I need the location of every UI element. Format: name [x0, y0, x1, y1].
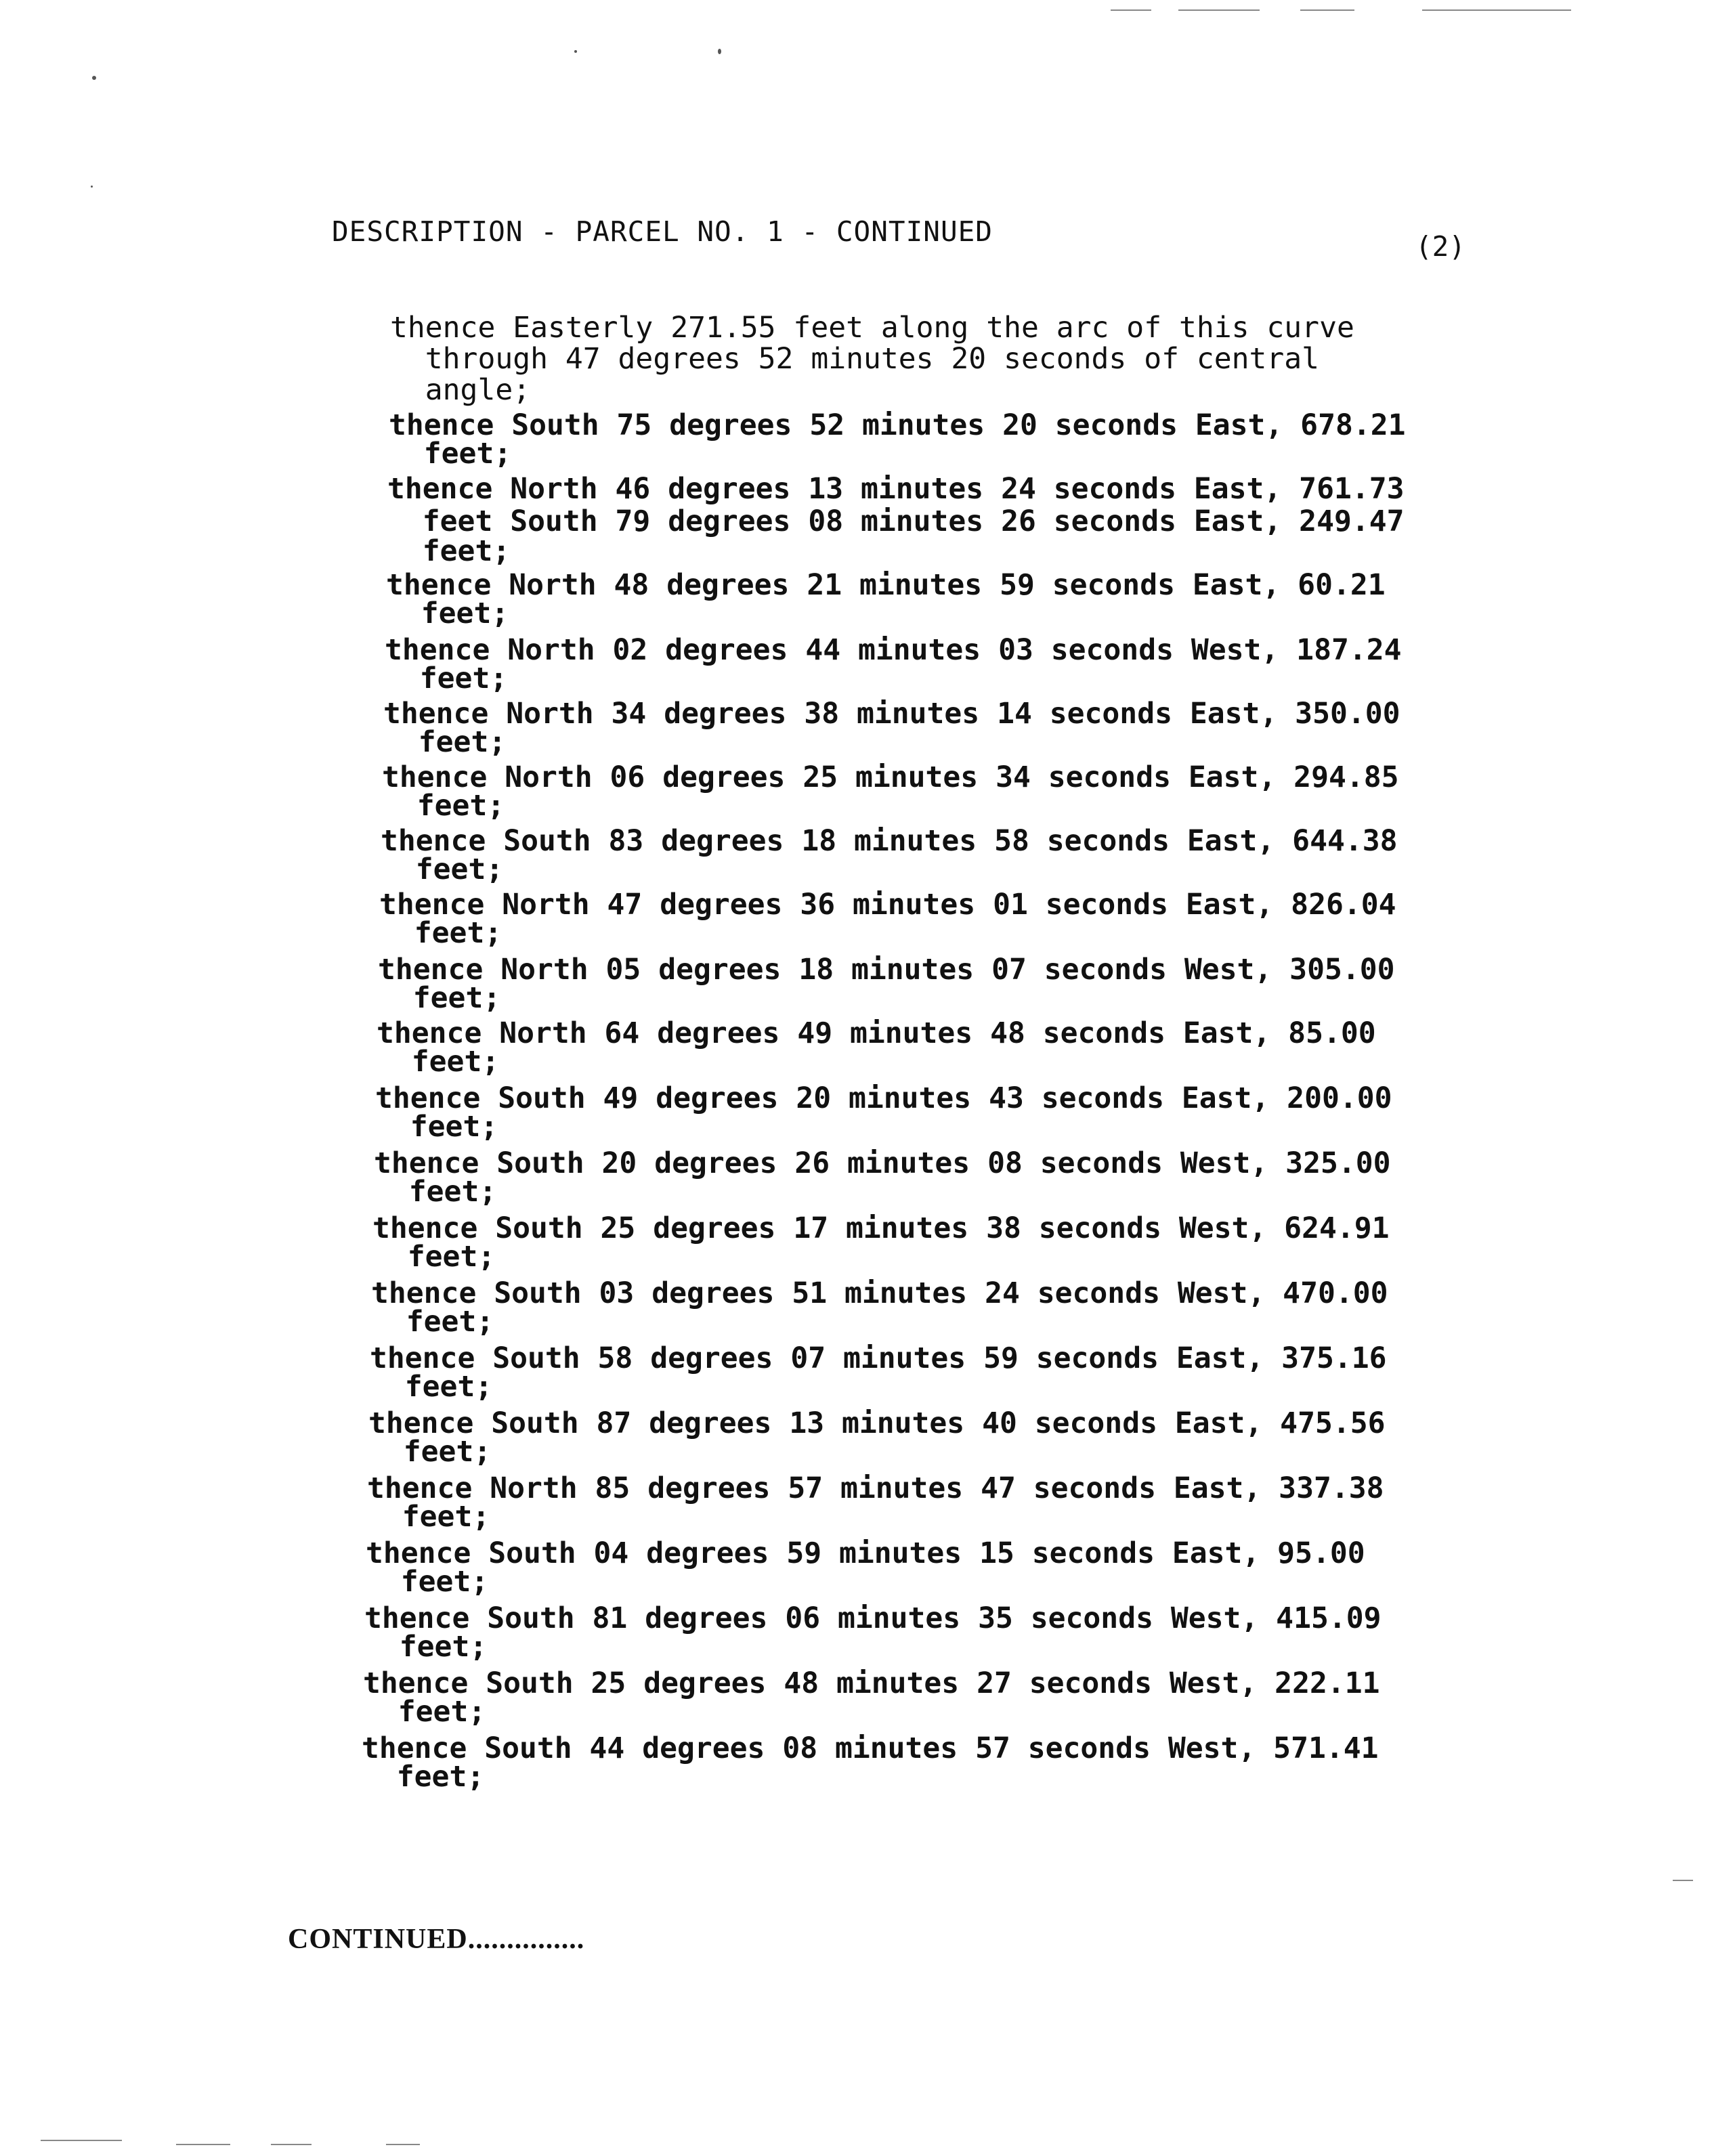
course-line: thence South 20 degrees 26 minutes 08 seconds West, 325.00 — [374, 1146, 1391, 1180]
course-line: feet; — [366, 1565, 489, 1599]
course-line: feet; — [386, 597, 509, 630]
scan-edge-line — [1300, 9, 1354, 11]
page-header-title: DESCRIPTION - PARCEL NO. 1 - CONTINUED — [332, 215, 993, 248]
scan-edge-line — [1111, 9, 1151, 11]
course-line: thence North 46 degrees 13 minutes 24 seconds East, 761.73 — [387, 472, 1405, 506]
scan-edge-line — [1673, 1880, 1693, 1881]
course-line: feet; — [374, 1175, 497, 1209]
scan-edge-line — [386, 2144, 420, 2145]
scan-speck — [92, 76, 96, 80]
course-line: feet; — [385, 662, 508, 695]
course-line: thence North 02 degrees 44 minutes 03 seconds West, 187.24 — [385, 633, 1402, 667]
course-line: feet; — [379, 916, 502, 950]
course-line: thence South 25 degrees 17 minutes 38 seconds West, 624.91 — [372, 1211, 1390, 1245]
course-line: thence South 83 degrees 18 minutes 58 seconds East, 644.38 — [381, 824, 1398, 858]
course-line: feet; — [370, 1370, 493, 1404]
course-line: feet; — [372, 1240, 496, 1274]
course-line: feet; — [381, 853, 504, 886]
course-line: thence North 47 degrees 36 minutes 01 seconds East, 826.04 — [379, 888, 1396, 922]
course-line: feet; — [363, 1695, 486, 1729]
course-line: thence South 58 degrees 07 minutes 59 seconds East, 375.16 — [370, 1341, 1387, 1375]
scan-edge-line — [176, 2144, 230, 2145]
intro-line: through 47 degrees 52 minutes 20 seconds of central — [390, 342, 1320, 376]
scan-speck — [91, 186, 93, 188]
course-line: feet; — [389, 437, 512, 471]
course-line: thence South 81 degrees 06 minutes 35 seconds West, 415.09 — [364, 1601, 1382, 1635]
course-line: thence South 87 degrees 13 minutes 40 seconds East, 475.56 — [368, 1406, 1386, 1440]
intro-line: angle; — [390, 373, 531, 407]
scan-edge-line — [271, 2144, 312, 2145]
scan-edge-line — [41, 2140, 122, 2141]
course-line: thence North 34 degrees 38 minutes 14 seconds East, 350.00 — [383, 697, 1400, 731]
course-line: feet; — [364, 1630, 488, 1664]
course-line: thence South 25 degrees 48 minutes 27 seconds West, 222.11 — [363, 1666, 1380, 1700]
course-line: thence South 03 degrees 51 minutes 24 seconds West, 470.00 — [371, 1276, 1388, 1310]
course-line: thence South 44 degrees 08 minutes 57 seconds West, 571.41 — [362, 1731, 1379, 1765]
scan-edge-line — [1422, 9, 1571, 11]
page-number: (2) — [1415, 230, 1466, 263]
course-line: thence South 49 degrees 20 minutes 43 seconds East, 200.00 — [375, 1081, 1392, 1115]
course-line: feet; — [375, 1110, 498, 1144]
course-line: thence South 04 degrees 59 minutes 15 seconds East, 95.00 — [366, 1536, 1365, 1570]
course-line: thence North 48 degrees 21 minutes 59 seconds East, 60.21 — [386, 568, 1386, 602]
course-line: feet; — [378, 981, 501, 1015]
course-line: thence North 06 degrees 25 minutes 34 seconds East, 294.85 — [382, 760, 1399, 794]
course-line: feet; — [362, 1760, 485, 1794]
course-line: feet; — [377, 1045, 500, 1079]
course-line: feet; — [382, 789, 505, 823]
course-line: feet South 79 degrees 08 minutes 26 seconds East, 249.47 — [387, 504, 1405, 538]
scan-edge-line — [1178, 9, 1260, 11]
intro-line: thence Easterly 271.55 feet along the arc of this curve — [390, 311, 1354, 345]
course-line: thence North 85 degrees 57 minutes 47 seconds East, 337.38 — [367, 1471, 1384, 1505]
course-line: thence North 64 degrees 49 minutes 48 seconds East, 85.00 — [377, 1016, 1376, 1050]
course-line: thence North 05 degrees 18 minutes 07 seconds West, 305.00 — [378, 953, 1395, 987]
course-line: feet; — [371, 1305, 494, 1339]
course-line: feet; — [387, 534, 511, 568]
scan-speck — [574, 50, 577, 53]
course-line: thence South 75 degrees 52 minutes 20 seconds East, 678.21 — [389, 408, 1406, 442]
course-line: feet; — [368, 1435, 492, 1469]
course-line: feet; — [383, 725, 507, 759]
course-line: feet; — [367, 1500, 490, 1534]
scan-speck — [718, 49, 721, 54]
continued-footer: CONTINUED............... — [288, 1924, 585, 1955]
